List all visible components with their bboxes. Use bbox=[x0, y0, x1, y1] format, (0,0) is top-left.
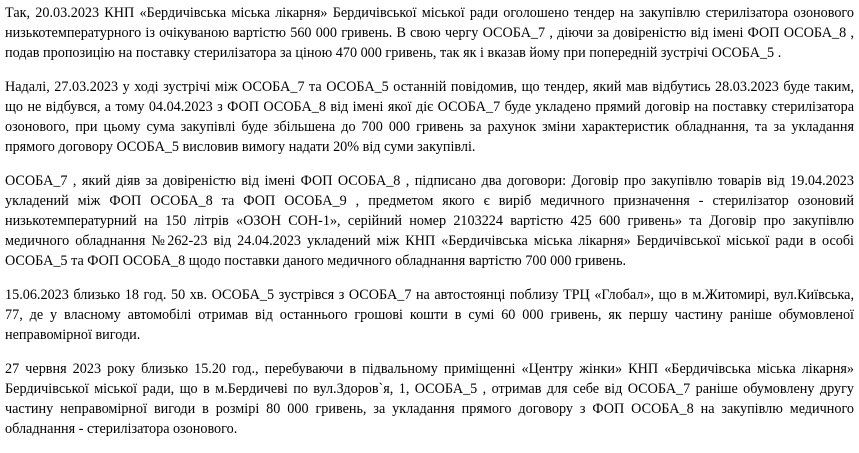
paragraph-meeting-direct-contract: Надалі, 27.03.2023 у ході зустрічі між ОСОБА_7 та ОСОБА_5 останній повідомив, що тендер, який мав відбутись 28.03.2023 буде таким, що не відбувся, а тому 04.04.2023 з ФОП ОСОБА_8 від імені якої діє ОСОБА_7 буде укладено прямий договір на поставку стерилізатора озонового, при цьому сума закупівлі буде збільшена до 700 000 гривень за рахунок зміни характеристик обладнання, та за укладання прямого договору ОСОБА_5 висловив вимогу надати 20% від суми закупівлі. bbox=[5, 79, 854, 155]
document-body bbox=[5, 3, 854, 453]
paragraph-signed-contracts: ОСОБА_7 , який діяв за довіреністю від імені ФОП ОСОБА_8 , підписано два договори: Договір про закупівлю товарів від 19.04.2023 укладений між ФОП ОСОБА_8 та ФОП ОСОБА_9 , предметом якого є виріб медичного призначення - стерилізатор озоновий низькотемпературний на 150 літрів «ОЗОН СОН-1», серійний номер 2103224 вартістю 425 600 гривень» та Договір про закупівлю медичного обладнання №262-23 від 24.04.2023 укладений між КНП «Бердичівська міська лікарня» Бердичівської міської ради в особі ОСОБА_5 та ФОП ОСОБА_8 щодо поставки даного медичного обладнання вартістю 700 000 гривень. bbox=[5, 173, 854, 269]
paragraph-tender-announcement: Так, 20.03.2023 КНП «Бердичівська міська лікарня» Бердичівської міської ради оголошено тендер на закупівлю стерилізатора озонового низькотемпературного із очікуваною вартістю 560 000 гривень. В свою чергу ОСОБА_7 , діючи за довіреністю від імені ФОП ОСОБА_8 , подав пропозицію на поставку стерилізатора за ціною 470 000 гривень, так як і вказав йому при попередній зустрічі ОСОБА_5 . bbox=[5, 5, 854, 61]
paragraph-second-payment: 27 червня 2023 року близько 15.20 год., перебуваючи в підвальному приміщенні «Центру жінки» КНП «Бердичівська міська лікарня» Бердичівської міської ради, що в м.Бердичеві по вул.Здоров`я, 1, ОСОБА_5 , отримав для себе від ОСОБА_7 раніше обумовлену другу частину неправомірної вигоди в розмірі 80 000 гривень, за укладання прямого договору з ФОП ОСОБА_8 на закупівлю медичного обладнання - стерилізатора озонового. bbox=[5, 361, 854, 437]
paragraph-first-payment: 15.06.2023 близько 18 год. 50 хв. ОСОБА_5 зустрівся з ОСОБА_7 на автостоянці поблизу ТРЦ «Глобал», що в м.Житомирі, вул.Київська, 77, де у власному автомобілі отримав від останнього грошові кошти в сумі 60 000 гривень, як першу частину раніше обумовленої неправомірної вигоди. bbox=[5, 287, 854, 343]
